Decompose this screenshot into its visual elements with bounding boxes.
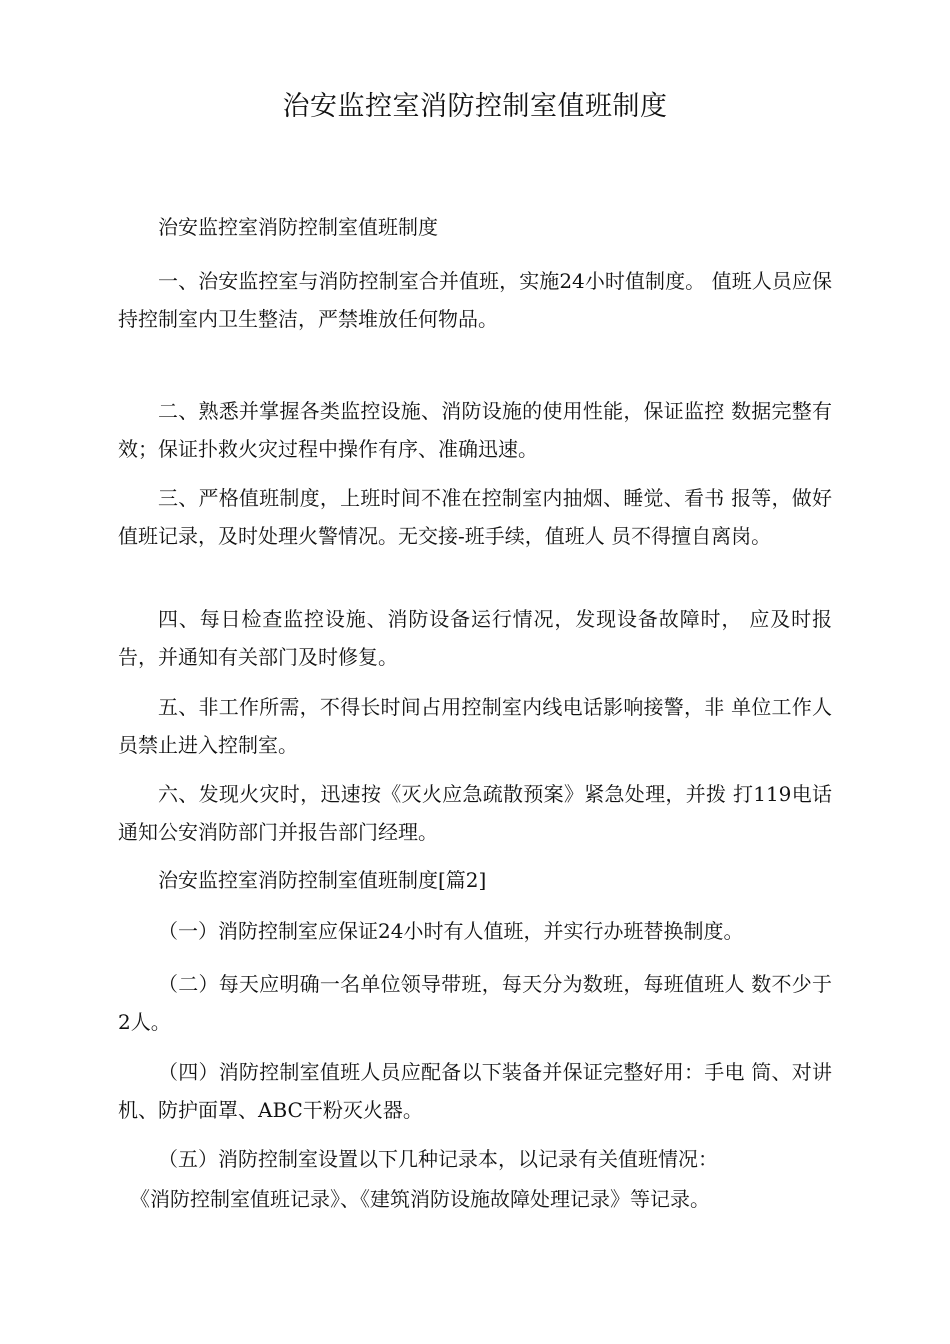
paragraph-2: 二、熟悉并掌握各类监控设施、消防设施的使用性能，保证监控 数据完整有效；保证扑救火灾过程中操作有序、准确迅速。: [118, 399, 832, 461]
paragraph-3: 三、严格值班制度，上班时间不准在控制室内抽烟、睡觉、看书 报等，做好值班记录，及时处理火警情况。无交接-班手续，值班人 员不得擅自离岗。: [118, 486, 832, 548]
paragraph-1: 一、治安监控室与消防控制室合并值班，实施24小时值制度。 值班人员应保持控制室内卫生整洁，严禁堆放任何物品。: [118, 269, 832, 331]
paragraph-section2-heading: 治安监控室消防控制室值班制度[篇2]: [158, 868, 487, 892]
paragraph-section2-item-4: （四）消防控制室值班人员应配备以下装备并保证完整好用：手电 筒、对讲机、防护面罩、ABC干粉灭火器。: [118, 1060, 832, 1122]
paragraph-section2-records: 《消防控制室值班记录》、《建筑消防设施故障处理记录》等记录。: [130, 1187, 710, 1211]
paragraph-section2-item-2: （二）每天应明确一名单位领导带班，每天分为数班，每班值班人 数不少于2人。: [118, 972, 832, 1034]
paragraph-4: 四、每日检查监控设施、消防设备运行情况，发现设备故障时， 应及时报告，并通知有关部门及时修复。: [118, 607, 832, 669]
document-title: 治安监控室消防控制室值班制度: [282, 91, 668, 122]
paragraph-5: 五、非工作所需，不得长时间占用控制室内线电话影响接警，非 单位工作人员禁止进入控制室。: [118, 695, 832, 757]
paragraph-section2-item-5: （五）消防控制室设置以下几种记录本，以记录有关值班情况：: [158, 1147, 718, 1171]
paragraph-6: 六、发现火灾时，迅速按《灭火应急疏散预案》紧急处理，并拨 打119电话通知公安消防部门并报告部门经理。: [118, 782, 832, 844]
paragraph-subtitle: 治安监控室消防控制室值班制度: [158, 215, 438, 239]
paragraph-section2-item-1: （一）消防控制室应保证24小时有人值班，并实行办班替换制度。: [158, 919, 744, 943]
